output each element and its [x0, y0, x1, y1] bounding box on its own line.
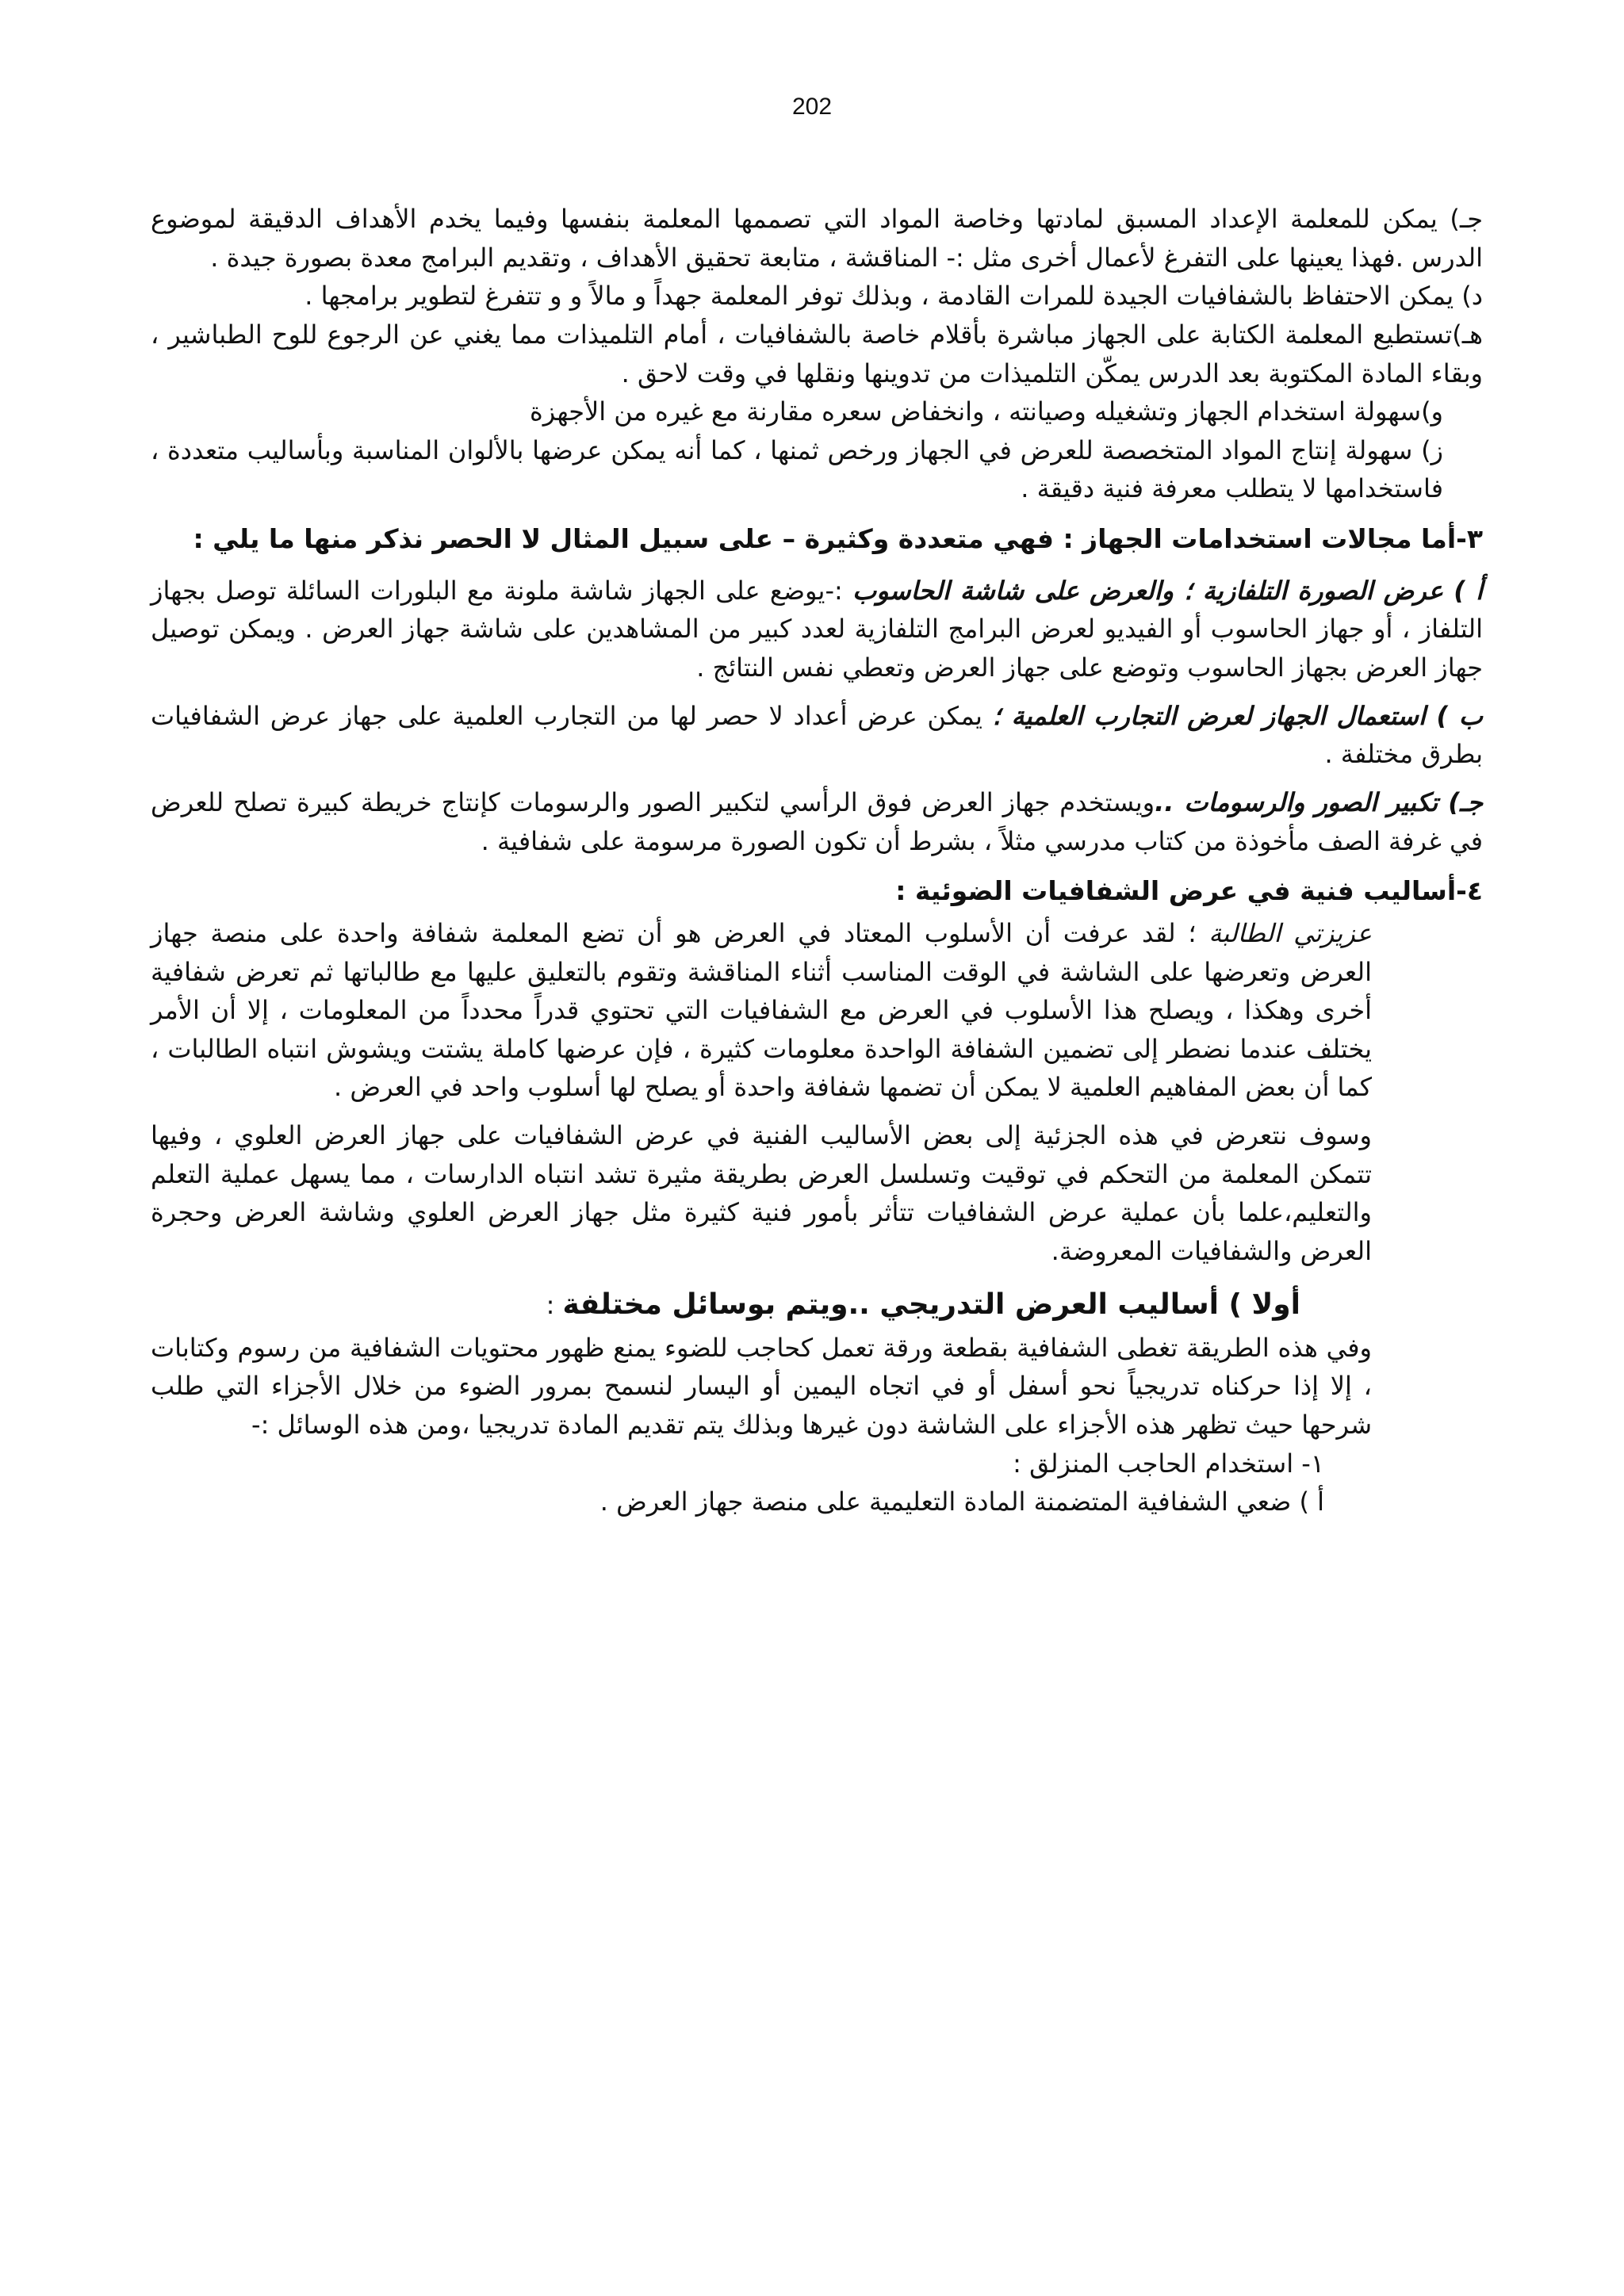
item-c-title: جـ) تكبير الصور والرسومات .. [1155, 786, 1484, 817]
paragraph-techniques [151, 914, 1483, 1107]
subsection-title-first [151, 1280, 1483, 1329]
section-heading-4: ٤-أساليب فنية في عرض الشفافيات الضوئية : [895, 875, 1483, 907]
student-address: عزيزتي الطالبة [1208, 917, 1373, 948]
page-body [151, 200, 1483, 1521]
paragraph-z: ز) سهولة إنتاج المواد المتخصصة للعرض في الجهاز ورخص ثمنها ، كما أنه يمكن عرضها بالألوان المناسبة وبأساليب متعددة ، فاستخدامها لا يتطلب معرفة فنية دقيقة . [151, 434, 1443, 504]
item-a-title: أ ) عرض الصورة التلفازية ؛ والعرض على شاشة الحاسوب [852, 575, 1484, 606]
list-item-1a: أ ) ضعي الشفافية المتضمنة المادة التعليمية على منصة جهاز العرض . [599, 1487, 1324, 1517]
paragraph-w: و)سهولة استخدام الجهاز وتشغيله وصيانته ، وانخفاض سعره مقارنة مع غيره من الأجهزة [530, 396, 1443, 427]
item-a [151, 572, 1483, 687]
paragraph-h: هـ)تستطيع المعلمة الكتابة على الجهاز مباشرة بأقلام خاصة بالشفافيات ، أمام التلميذات مما يغني عن الرجوع للوح الطباشير ، وبقاء المادة المكتوبة بعد الدرس يمكّن التلميذات من تدوينها ونقلها في وقت لاحق . [151, 319, 1483, 388]
item-a-text: :-يوضع على الجهاز شاشة ملونة مع البلورات السائلة توصل بجهاز التلفاز ، أو جهاز الحاسوب أو الفيديو لعرض البرامج التلفازية لعدد كبير من المشاهدين على شاشة جهاز العرض . ويمكن توصيل جهاز العرض بجهاز الحاسوب وتوضع على جهاز العرض وتعطي نفس النتائج . [151, 575, 1483, 683]
section-heading-3: ٣-أما مجالات استخدامات الجهاز : فهي متعددة وكثيرة – على سبيل المثال لا الحصر نذكر منها ما يلي : [193, 523, 1483, 554]
item-b [151, 697, 1483, 774]
item-c-text: ويستخدم جهاز العرض فوق الرأسي لتكبير الصور والرسومات كإنتاج خريطة كبيرة تصلح للعرض في غرفة الصف مأخوذة من كتاب مدرسي مثلاً ، بشرط أن تكون الصورة مرسومة على شفافية . [151, 786, 1483, 856]
paragraph-gradual-method: وفي هذه الطريقة تغطى الشفافية بقطعة ورقة تعمل كحاجب للضوء يمنع ظهور محتويات الشفافية من رسوم وكتابات ، إلا إذا حركناه تدريجياً نحو أسفل أو في اتجاه اليمين أو اليسار لنسمح بمرور الضوء من خلال الأجزاء التي طلب شرحها حيث تظهر هذه الأجزاء على الشاشة دون غيرها وبذلك يتم تقديم المادة تدريجيا ،ومن هذه الوسائل :- [151, 1332, 1372, 1440]
paragraph-overview: وسوف نتعرض في هذه الجزئية إلى بعض الأساليب الفنية في عرض الشفافيات على جهاز العرض العلوي ، وفيها تتمكن المعلمة من التحكم في توقيت وتسلسل العرض بطريقة مثيرة تشد انتباه الدارسات ، مما يسهل عملية التعلم والتعليم،علما بأن عملية عرض الشفافيات تتأثر بأمور فنية كثيرة مثل جهاز العرض العلوي وشاشة العرض وحجرة العرض والشفافيات المعروضة. [151, 1120, 1372, 1266]
paragraph-d: د) يمكن الاحتفاظ بالشفافيات الجيدة للمرات القادمة ، وبذلك توفر المعلمة جهداً و مالاً و و تتفرغ لتطوير برامجها . [304, 281, 1483, 312]
item-c [151, 783, 1483, 860]
paragraph-j: جـ) يمكن للمعلمة الإعداد المسبق لمادتها وخاصة المواد التي تصممها المعلمة بنفسها وفيما يخدم الأهداف الدقيقة لموضوع الدرس .فهذا يعينها على التفرغ لأعمال أخرى مثل :- المناقشة ، متابعة تحقيق الأهداف ، وتقديم البرامج معدة بصورة جيدة . [151, 204, 1483, 273]
item-b-title: ب ) استعمال الجهاز لعرض التجارب العلمية ؛ [992, 700, 1484, 731]
list-item-1: ١- استخدام الحاجب المنزلق : [1013, 1448, 1324, 1479]
page-number: 202 [791, 94, 833, 120]
subsection-title-colon: : [546, 1289, 563, 1320]
paragraph-techniques-text: ؛ لقد عرفت أن الأسلوب المعتاد في العرض هو أن تضع المعلمة شفافة واحدة على منصة جهاز العرض وتعرضها على الشاشة في الوقت المناسب أثناء المناقشة وتقوم بالتعليق عليها مع طالباتها ثم تعرض شفافية أخرى وهكذا ، ويصلح هذا الأسلوب في العرض مع الشفافيات التي تحتوي قدراً محدداً من المعلومات ، إلا أن الأمر يختلف عندما نضطر إلى تضمين الشفافة الواحدة معلومات كثيرة ، فإن عرضها كاملة يشتت ويشوش انتباه الطالبات ، كما أن بعض المفاهيم العلمية لا يمكن أن تضمها شفافة واحدة أو يصلح لها أسلوب واحد في العرض . [151, 917, 1372, 1103]
subsection-title-text: أولا ) أساليب العرض التدريجي ..ويتم بوسائل مختلفة [562, 1288, 1300, 1321]
item-b-text: يمكن عرض أعداد لا حصر لها من التجارب العلمية على جهاز عرض الشفافيات بطرق مختلفة . [151, 700, 1483, 770]
